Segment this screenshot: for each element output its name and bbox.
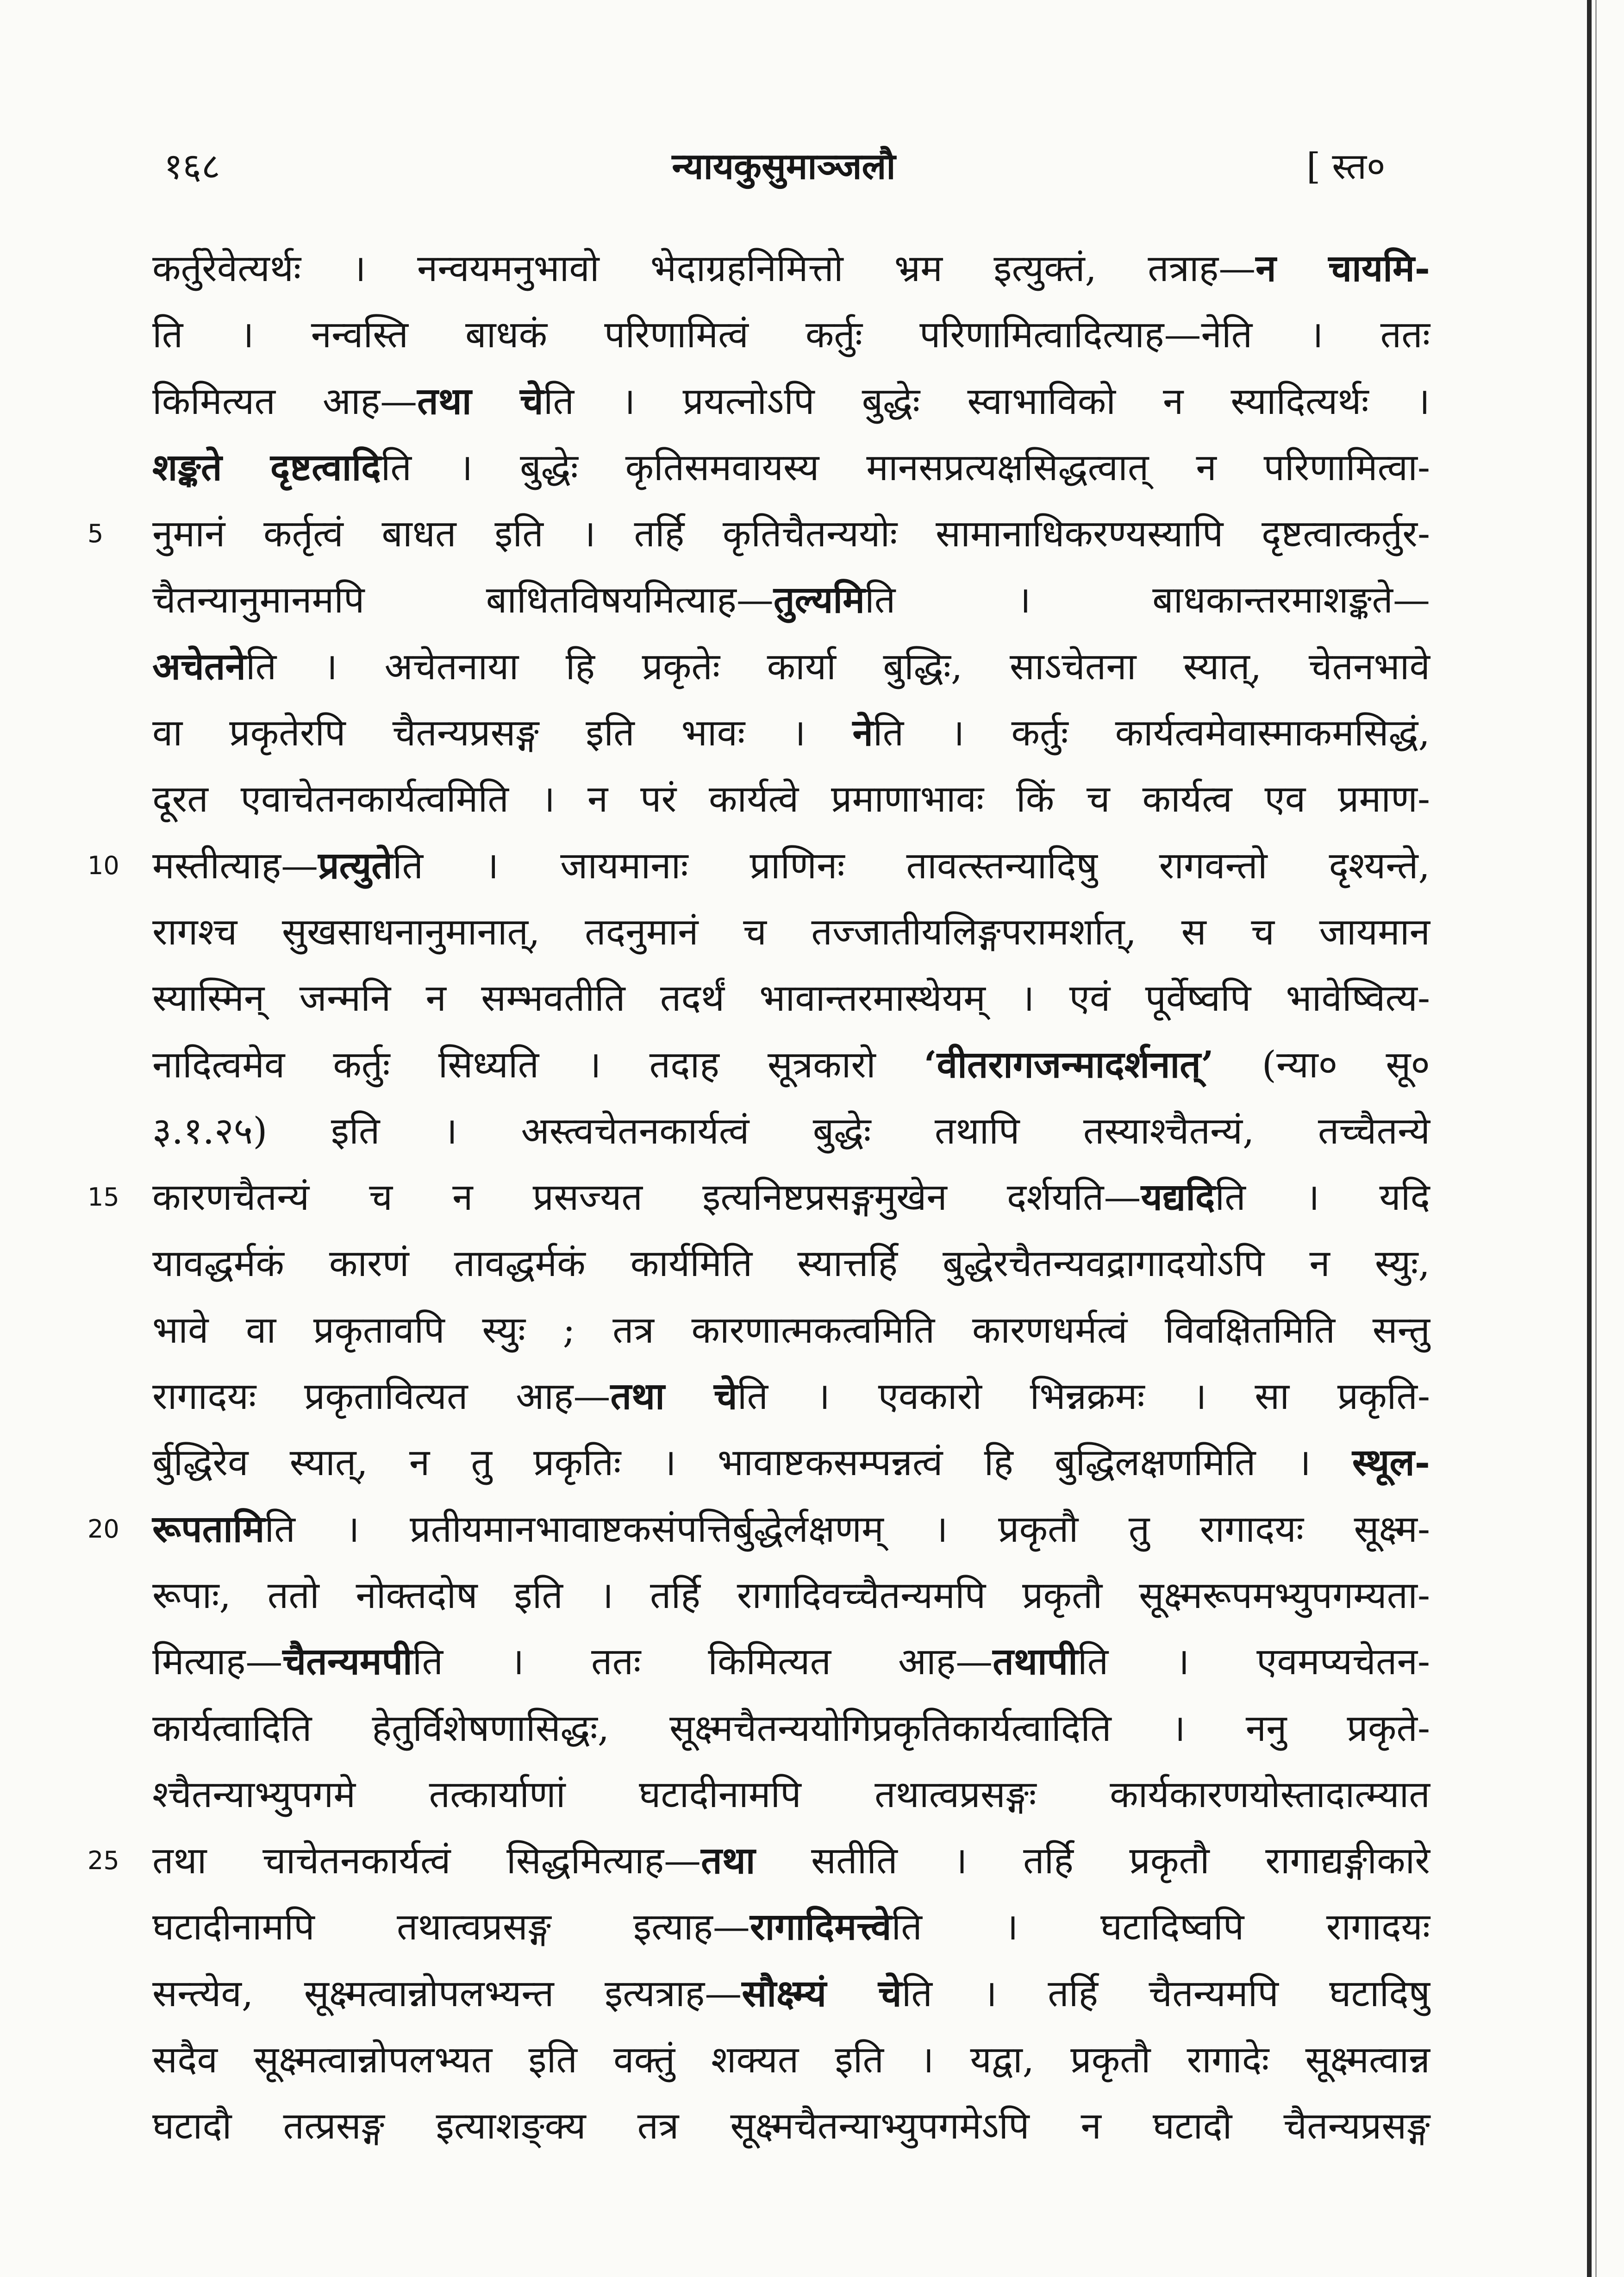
- text-line: [152, 2093, 1430, 2159]
- text-segment: र्बुद्धिरेव स्यात्, न तु प्रकृतिः । भावाष्टकसम्पन्नत्वं हि बुद्धिलक्षणमिति ।: [152, 1441, 1352, 1484]
- text-line: [152, 1098, 1430, 1164]
- text-line: [152, 965, 1430, 1031]
- text-line: [87, 832, 1430, 899]
- text-line: [152, 235, 1430, 301]
- page-number: १६८: [164, 146, 220, 188]
- text-segment: ति । एवमप्यचेतन-: [1077, 1640, 1430, 1683]
- text-segment: मस्तीत्याह—: [152, 844, 319, 887]
- text-segment: ति । बाधकान्तरमाशङ्कते—: [864, 578, 1430, 622]
- text-segment: ति । नन्वस्ति बाधकं परिणामित्वं कर्तुः परिणामित्वादित्याह—नेति । ततः: [152, 313, 1430, 357]
- text-segment: कार्यत्वादिति हेतुर्विशेषणासिद्धः, सूक्ष्मचैतन्ययोगिप्रकृतिकार्यत्वादिति । ननु प्रकृते-: [152, 1706, 1430, 1750]
- text-segment: वा प्रकृतेरपि चैतन्यप्रसङ्ग इति भावः ।: [152, 711, 853, 755]
- text-line: [152, 1562, 1430, 1628]
- text-line: [152, 1960, 1430, 2027]
- text-line: [152, 2027, 1430, 2093]
- text-segment: सदैव सूक्ष्मत्वान्नोपलभ्यत इति वक्तुं शक्यत इति । यद्वा, प्रकृतौ रागादेः सूक्ष्मत्वान्न: [152, 2038, 1430, 2082]
- text-line: [152, 434, 1430, 500]
- line-number: 25: [87, 1846, 119, 1876]
- text-line: [152, 700, 1430, 766]
- text-line: [152, 1429, 1430, 1495]
- text-line: [152, 1363, 1430, 1429]
- text-segment: सन्त्येव, सूक्ष्मत्वान्नोपलभ्यन्त इत्यत्राह—: [152, 1971, 742, 2015]
- line-number: 10: [87, 851, 119, 880]
- text-line: [87, 1164, 1430, 1230]
- lemma-bold: न चायमि-: [1255, 246, 1430, 290]
- text-segment: तथा चाचेतनकार्यत्वं सिद्धमित्याह—: [152, 1839, 701, 1883]
- lemma-bold: तथा चे: [417, 379, 543, 423]
- text-segment: रागादयः प्रकृतावित्यत आह—: [152, 1375, 611, 1418]
- lemma-bold: तथा: [701, 1839, 756, 1883]
- text-segment: ति । घटादिष्वपि रागादयः: [891, 1905, 1430, 1949]
- text-segment: ति । एवकारो भिन्नक्रमः । सा प्रकृति-: [737, 1375, 1430, 1418]
- lemma-bold: रागादिमत्त्वे: [750, 1905, 892, 1949]
- text-segment: यावद्धर्मकं कारणं तावद्धर्मकं कार्यमिति स्यात्तर्हि बुद्धेरचैतन्यवद्रागादयोऽपि न स्युः,: [152, 1242, 1430, 1285]
- text-segment: किमित्यत आह—: [152, 379, 418, 423]
- lemma-bold: प्रत्युते: [318, 843, 393, 887]
- text-segment: ति । बुद्धेः कृतिसमवायस्य मानसप्रत्यक्षसिद्धत्वात् न परिणामित्वा-: [381, 445, 1430, 489]
- text-line: [152, 899, 1430, 965]
- text-segment: भावे वा प्रकृतावपि स्युः ; तत्र कारणात्मकत्वमिति कारणधर्मत्वं विवक्षितमिति सन्तु: [152, 1308, 1430, 1351]
- text-line: [152, 633, 1430, 700]
- text-segment: नादित्वमेव कर्तुः सिध्यति । तदाह सूत्रकारो: [152, 1043, 924, 1086]
- text-segment: घटादौ तत्प्रसङ्ग इत्याशङ्क्य तत्र सूक्ष्मचैतन्याभ्युपगमेऽपि न घटादौ चैतन्यप्रसङ्ग: [152, 2104, 1430, 2148]
- lemma-bold: शङ्कते दृष्टत्वादि: [152, 445, 381, 489]
- text-segment: श्चैतन्याभ्युपगमे तत्कार्याणां घटादीनामपि तथात्वप्रसङ्गः कार्यकारणयोस्तादात्म्यात: [152, 1772, 1430, 1816]
- commentary-text: [87, 235, 1430, 2159]
- text-segment: कर्तुरेवेत्यर्थः । नन्वयमनुभावो भेदाग्रहनिमित्तो भ्रम इत्युक्तं, तत्राह—: [152, 247, 1256, 290]
- text-line: [87, 1496, 1430, 1562]
- line-number: 5: [87, 519, 104, 549]
- sutra-quotation: ‘वीतरागजन्मादर्शनात्’: [924, 1042, 1214, 1086]
- lemma-bold: तथापी: [993, 1639, 1078, 1683]
- text-line: [152, 301, 1430, 368]
- text-segment: नुमानं कर्तृत्वं बाधत इति । तर्हि कृतिचैतन्ययोः सामानाधिकरण्यस्यापि दृष्टत्वात्कर्तुर-: [152, 512, 1430, 556]
- text-line: [152, 1628, 1430, 1695]
- text-line: [152, 1032, 1430, 1098]
- text-segment: रूपाः, ततो नोक्तदोष इति । तर्हि रागादिवच्चैतन्यमपि प्रकृतौ सूक्ष्मरूपमभ्युपगम्यता-: [152, 1573, 1430, 1617]
- text-segment: ति । अचेतनाया हि प्रकृतेः कार्या बुद्धिः, साऽचेतना स्यात्, चेतनभावे: [245, 644, 1430, 688]
- text-line: [152, 567, 1430, 633]
- lemma-bold: तुल्यमि: [773, 578, 865, 622]
- text-segment: मित्याह—: [152, 1640, 283, 1683]
- running-title: न्यायकुसुमाञ्जलौ: [672, 145, 896, 188]
- lemma-bold: स्थूल-: [1352, 1440, 1430, 1484]
- lemma-bold: तथा चे: [610, 1374, 737, 1418]
- text-segment: चैतन्यानुमानमपि बाधितविषयमित्याह—: [152, 578, 774, 622]
- text-line: [152, 1695, 1430, 1761]
- lemma-bold: अचेतने: [152, 644, 246, 688]
- lemma-bold: रूपतामि: [152, 1507, 265, 1551]
- text-segment: स्यास्मिन् जन्मनि न सम्भवतीति तदर्थं भावान्तरमास्थेयम् । एवं पूर्वेष्वपि भावेष्वित्य-: [152, 976, 1430, 1020]
- text-line: [152, 1297, 1430, 1363]
- text-segment: ति । कर्तुः कार्यत्वमेवास्माकमसिद्धं,: [873, 711, 1430, 755]
- text-segment: ति । यदि: [1215, 1176, 1430, 1219]
- text-segment: ति । प्रयत्नोऽपि बुद्धेः स्वाभाविको न स्यादित्यर्थः ।: [543, 379, 1430, 423]
- text-segment: सतीति । तर्हि प्रकृतौ रागाद्यङ्गीकारे: [755, 1839, 1430, 1883]
- text-segment: ति । ततः किमित्यत आह—: [412, 1640, 993, 1683]
- text-segment: ति । जायमानाः प्राणिनः तावत्स्तन्यादिषु रागवन्तो दृश्यन्ते,: [392, 844, 1430, 887]
- line-number: 20: [87, 1514, 119, 1544]
- text-segment: कारणचैतन्यं च न प्रसज्यत इत्यनिष्टप्रसङ्गमुखेन दर्शयति—: [152, 1176, 1141, 1219]
- text-line: [87, 1827, 1430, 1894]
- text-segment: ति । तर्हि चैतन्यमपि घटादिषु: [901, 1971, 1430, 2015]
- text-line: [87, 500, 1430, 567]
- text-line: [152, 766, 1430, 832]
- lemma-bold: ने: [852, 711, 873, 755]
- text-line: [152, 1894, 1430, 1960]
- text-line: [152, 368, 1430, 434]
- lemma-bold: चैतन्यमपी: [282, 1639, 412, 1683]
- line-number: 15: [87, 1182, 119, 1212]
- lemma-bold: सौक्ष्म्यं चे: [742, 1971, 902, 2015]
- text-segment: (न्या० सू०: [1213, 1043, 1430, 1086]
- lemma-bold: यद्यदि: [1141, 1175, 1215, 1219]
- text-segment: ३.१.२५) इति । अस्त्वचेतनकार्यत्वं बुद्धेः तथापि तस्याश्चैतन्यं, तच्चैतन्ये: [152, 1109, 1430, 1152]
- scan-border: [1587, 0, 1592, 2277]
- text-segment: घटादीनामपि तथात्वप्रसङ्ग इत्याह—: [152, 1905, 750, 1949]
- text-line: [152, 1230, 1430, 1296]
- text-segment: दूरत एवाचेतनकार्यत्वमिति । न परं कार्यत्वे प्रमाणाभावः किं च कार्यत्व एव प्रमाण-: [152, 777, 1430, 821]
- text-segment: ति । प्रतीयमानभावाष्टकसंपत्तिर्बुद्धेर्लक्षणम् । प्रकृतौ तु रागादयः सूक्ष्म-: [264, 1507, 1430, 1551]
- text-line: [152, 1761, 1430, 1827]
- text-segment: रागश्च सुखसाधनानुमानात्, तदनुमानं च तज्जातीयलिङ्गपरामर्शात्, स च जायमान: [152, 910, 1430, 953]
- scan-border-shadow: [1595, 0, 1597, 2277]
- section-marker: [ स्त०: [1306, 146, 1386, 188]
